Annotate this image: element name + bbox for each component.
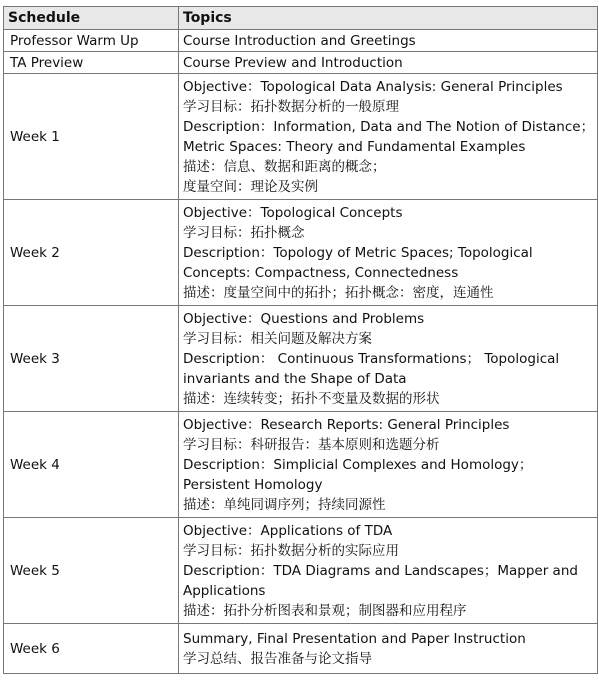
topic-line: Description：Information, Data and The Notion of Distance；Metric Spaces: Theory and Fundamental Examples [183, 118, 595, 155]
topics-cell [179, 200, 598, 306]
topic-line: 学习目标：相关问题及解决方案 [183, 330, 372, 347]
table-row [4, 306, 598, 412]
topic-line: 度量空间：理论及实例 [183, 178, 318, 195]
topic-line: Objective：Applications of TDA [183, 522, 393, 539]
topic-line: 学习目标：科研报告：基本原则和选题分析 [183, 436, 440, 453]
topic-line: 学习目标：拓扑数据分析的一般原理 [183, 98, 399, 115]
schedule-cell: Week 1 [4, 74, 179, 200]
schedule-table [3, 6, 598, 674]
schedule-cell: Professor Warm Up [4, 30, 179, 52]
table-row [4, 200, 598, 306]
topic-line: Description：Simplicial Complexes and Homology；Persistent Homology [183, 456, 533, 493]
topic-line: Objective：Questions and Problems [183, 310, 425, 327]
topics-cell [179, 624, 598, 674]
schedule-cell: TA Preview [4, 52, 179, 74]
topic-line: Objective：Topological Concepts [183, 204, 403, 221]
topic-line: 描述：拓扑分析图表和景观；制图器和应用程序 [183, 602, 467, 619]
topic-line: Description： Continuous Transformations； Topological invariants and the Shape of Data [183, 350, 560, 387]
header-row [4, 7, 598, 30]
topic-line: 学习目标：拓扑概念 [183, 224, 305, 241]
topic-line: 学习目标：拓扑数据分析的实际应用 [183, 542, 399, 559]
topics-cell [179, 412, 598, 518]
topic-line: Course Introduction and Greetings [183, 32, 416, 49]
topic-line: 学习总结、报告准备与论文指导 [183, 650, 372, 667]
schedule-cell: Week 2 [4, 200, 179, 306]
topics-cell [179, 52, 598, 74]
table-row [4, 518, 598, 624]
topics-cell [179, 30, 598, 52]
table-row [4, 624, 598, 674]
schedule-cell: Week 4 [4, 412, 179, 518]
topic-line: 描述：单纯同调序列；持续同源性 [183, 496, 386, 513]
table-row [4, 52, 598, 74]
topic-line: Description：Topology of Metric Spaces; Topological Concepts: Compactness, Connectedness [183, 244, 533, 281]
topics-header: Topics [179, 7, 598, 30]
table-row [4, 412, 598, 518]
table-row [4, 30, 598, 52]
schedule-cell: Week 5 [4, 518, 179, 624]
topics-cell [179, 74, 598, 200]
topics-cell [179, 306, 598, 412]
table-row [4, 74, 598, 200]
topic-line: Objective：Research Reports: General Principles [183, 416, 510, 433]
topics-cell [179, 518, 598, 624]
topic-line: Objective：Topological Data Analysis: General Principles [183, 78, 563, 95]
schedule-cell: Week 3 [4, 306, 179, 412]
topic-line: 描述：度量空间中的拓扑；拓扑概念：密度，连通性 [183, 284, 494, 301]
topic-line: Course Preview and Introduction [183, 54, 403, 71]
topic-line: 描述：连续转变；拓扑不变量及数据的形状 [183, 390, 440, 407]
schedule-header: Schedule [4, 7, 179, 30]
schedule-cell: Week 6 [4, 624, 179, 674]
topic-line: 描述：信息、数据和距离的概念； [183, 158, 386, 175]
topic-line: Summary, Final Presentation and Paper Instruction [183, 630, 526, 647]
table-body [4, 30, 598, 674]
topic-line: Description：TDA Diagrams and Landscapes；Mapper and Applications [183, 562, 578, 599]
